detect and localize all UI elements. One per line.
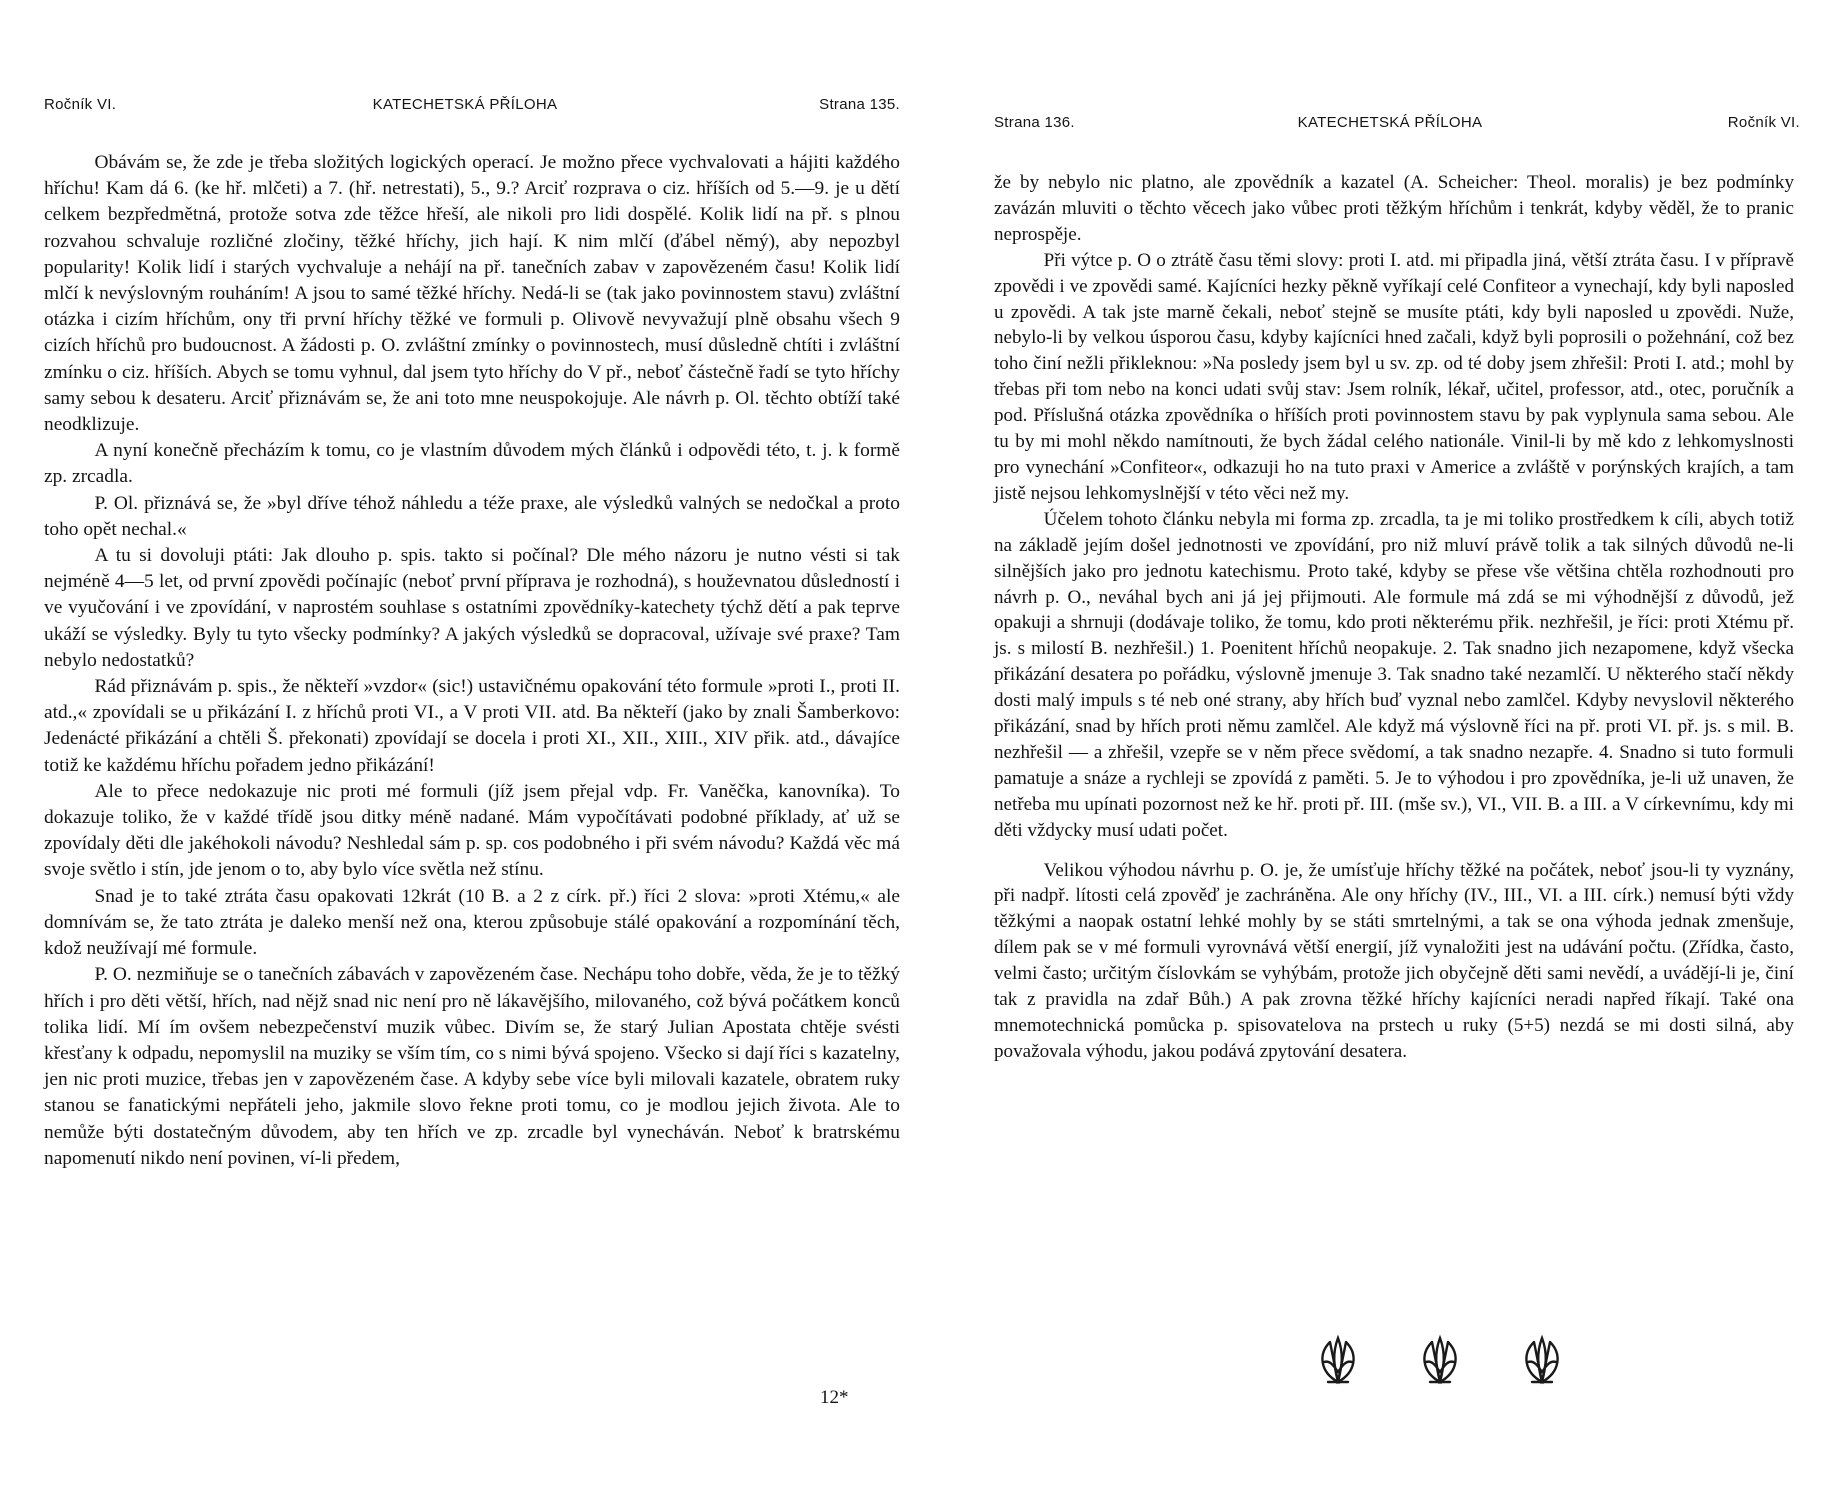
left-page-body bbox=[44, 150, 900, 1172]
section-title: KATECHETSKÁ PŘÍLOHA bbox=[372, 96, 558, 113]
fleuron-ornament-icon bbox=[1514, 1332, 1570, 1388]
volume-label: Ročník VI. bbox=[1727, 114, 1800, 131]
paragraph: Snad je to také ztráta času opakovati 12krát (10 B. a 2 z círk. př.) říci 2 slova: »proti Xtému,« ale domnívám se, že tato ztráta je daleko menší než ona, kterou způsobuje stálé opakování a rozpomínání těch, kdož neužívají mé formule. bbox=[44, 885, 900, 960]
fleuron-ornament-icon bbox=[1310, 1332, 1366, 1388]
paragraph: Ale to přece nedokazuje nic proti mé formuli (jíž jsem přejal vdp. Fr. Vaněčka, kanovníka). To dokazuje toliko, že v každé třídě jsou ditky méně nadané. Mám vypočítávati podobné příklady, ať už se zpovídaly děti dle jakéhokoli návodu? Neshledal sám p. sp. cos podobného i při svém návodu? Každá věc má svoje světlo i stín, jde jenom o to, aby bylo více světla než stínu. bbox=[44, 780, 900, 881]
fleuron-ornament-icon bbox=[1412, 1332, 1468, 1388]
signature-mark: 12* bbox=[820, 1387, 849, 1408]
page-number: Strana 135. bbox=[819, 96, 900, 113]
left-page bbox=[30, 0, 900, 1500]
paragraph: Obávám se, že zde je třeba složitých logických operací. Je možno přece vychvalovati a hájiti každého hříchu! Kam dá 6. (ke hř. mlčeti) a 7. (hř. netrestati), 5., 9.? Arciť rozprava o ciz. hříších od 5.—9. je u dětí celkem bezpředmětná, protože sotva zde těžce hřeší, ale nikoli pro lidi dospělé. Kolik lidí na př. s plnou rozvahou schvaluje rozličné zločiny, těžké hříchy, jich hají. K nim mlčí (ďábel němý), aby nepozbyl popularity! Kolik lidí i starých vychvaluje a nehájí na př. tanečních zabav v zapovězeném času! Kolik lidí mlčí k nevýslovným rouháním! A jsou to samé těžké hříchy. Nedá-li se (tak jako povinnostem stavu) zvláštní otázka i cizím hříchům, ony tři první hříchy těžké ve formuli p. Olivově nevyvažují plně obsahu všech 9 cizích hříchů pro budoucnost. A žádosti p. O. zvláštní zmínky o povinnostech, musí důsledně chtíti i zvláštní zmínku o ciz. hříších. Abych se tomu vyhnul, dal jsem tyto hříchy do V př., neboť částečně řadí se tyto hříchy samy sebou k desateru. Arciť přiznávám se, že ani toto mne neuspokojuje. Ale návrh p. Ol. těchto obtíží také neodklizuje. bbox=[44, 152, 900, 436]
paragraph: Při výtce p. O o ztrátě času těmi slovy: proti I. atd. mi připadla jiná, větší ztráta času. I v přípravě zpovědi i ve zpovědi samé. Kajícníci hezky pěkně vyříkají celé Confiteor a vynechají, kdy byli naposled u zpovědi. A tak jste marně čekali, neboť stejně se musíte ptáti, kdy byli naposled u zpovědi. Nuže, nebylo-li by velkou úsporou času, kdyby kajícníci hned začali, když byli poprosili o požehnání, což bez toho činí nežli přikleknou: »Na posledy jsem byl u sv. zp. od té doby jsem zhřešil: Proti I. atd.; mohl by třebas při tom nebo na konci udati svůj stav: Jsem rolník, lékař, učitel, professor, atd., otec, poručník a pod. Příslušná otázka zpovědníka o hříších proti povinnostem stavu by pak vyplynula sama sebou. Ale tu by mi mohl někdo namítnouti, že bych žádal celého nationále. Vinil-li by mě kdo z lehkomyslnosti pro vynechání »Confiteor«, odkazuji ho na tuto praxi v Americe a zvláště v porýnských krajích, a tam jistě nejsou lehkomyslnější v této věci než my. bbox=[994, 249, 1794, 504]
volume-label: Ročník VI. bbox=[44, 96, 117, 113]
paragraph: Velikou výhodou návrhu p. O. je, že umísťuje hříchy těžké na počátek, neboť jsou-li ty vyznány, při nadpř. lítosti celá zpověď je zachráněna. Ale ony hříchy (IV., III., VI. a III. círk.) nemusí býti vždy těžkými a naopak ostatní lehké mohly by se státi smrtelnými, a tak se ona výhoda jednak zmenšuje, dílem pak se v mé formuli vyrovnává větší energií, jíž vynaložiti jest na udávání počtu. (Zřídka, často, velmi často; určitým číslovkám se vyhýbám, protože jich obyčejně děti sami nevědí, a uvádějí-li je, činí tak z pravidla na zdař Bůh.) A pak zrovna těžké hříchy kajícníci neradi napřed říkají. Také ona mnemotechnická pomůcka p. spisovatelova na prstech u ruky (5+5) nezdá se mi dosti silná, aby považovala výhodu, jakou podává zpytování desatera. bbox=[994, 859, 1794, 1062]
left-page-header bbox=[30, 96, 900, 120]
paragraph: že by nebylo nic platno, ale zpovědník a kazatel (A. Scheicher: Theol. moralis) je bez podmínky zavázán mluviti o těchto věcech jako vůbec proti těžkým hříchům i tenkrát, kdyby věděl, že to pranic neprospěje. bbox=[994, 172, 1794, 245]
page-number: Strana 136. bbox=[994, 114, 1075, 131]
paragraph: P. O. nezmiňuje se o tanečních zábavách v zapovězeném čase. Nechápu toho dobře, věda, že je to těžký hřích i pro děti větší, hřích, nad nějž snad nic není pro ně lákavějšího, milovaného, což bývá počátkem konců tolika lidí. Mí ím ovšem nebezpečenství muzik vůbec. Divím se, že starý Julian Apostata chtěje svésti křesťany k odpadu, nepomyslil na muziky se vším tím, co s nimi bývá spojeno. Všecko si dají říci s kazatelny, jen nic proti muzice, třebas jen v zapovězeném čase. A kdyby sebe více byli milovali kazatele, obratem ruky stanou se fanatickými nepřáteli jeho, jakmile slovo řekne proti tomu, co je modlou jejich života. Ale to nemůže býti dostatečným důvodem, aby ten hřích ve zp. zrcadle byl vynecháván. Neboť k bratrskému napomenutí nikdo není povinen, ví-li předem, bbox=[44, 964, 900, 1169]
right-page-body bbox=[994, 170, 1794, 1065]
end-ornaments bbox=[1310, 1330, 1570, 1390]
paragraph: P. Ol. přiznává se, že »byl dříve téhož náhledu a téže praxe, ale výsledků valných se nedočkal a proto toho opět nechal.« bbox=[44, 492, 900, 540]
right-page-header bbox=[980, 114, 1800, 138]
paragraph: A tu si dovoluji ptáti: Jak dlouho p. spis. takto si počínal? Dle mého názoru je nutno vésti si tak nejméně 4—5 let, od první zpovědi počínajíc (neboť první příprava je rozhodná), s houževnatou důsledností i ve vyučování i ve zpovídání, v naprostém souhlase s ostatními zpovědníky-katechety týchž dětí a pak teprve ukáží se výsledky. Byly tu tyto všecky podmínky? A jakých výsledků se dopracoval, užívaje své praxe? Tam nebylo nedostatků? bbox=[44, 545, 900, 671]
paragraph: A nyní konečně přecházím k tomu, co je vlastním důvodem mých článků i odpovědi této, t. j. k formě zp. zrcadla. bbox=[44, 440, 900, 488]
paragraph: Účelem tohoto článku nebyla mi forma zp. zrcadla, ta je mi toliko prostředkem k cíli, abych totiž na základě jejím došel jednotnosti ve zpovídání, pro niž mluví právě tolik a tak silných důvodů ne-li silnějších jako pro jednotu katechismu. Proto také, kdyby se přese vše většina chtěla rozhodnouti pro návrh p. O., neváhal bych ani já jej přijmouti. Ale formule má zdá se mi výhodnější z důvodů, jež opakuji a shrnuji (dodávaje toliko, že tomu, kdo proti některému přik. nezhřešil, je říci: proti Xtému př. js. s milostí B. nezhřešil.) 1. Poenitent hříchů neopakuje. 2. Tak snadno jich nezapomene, když všecka přikázání desatera po pořádku, výslovně jmenuje 3. Tak snadno také nezamlčí. U některého stačí někdy dosti malý impuls s té neb oné strany, aby hřích buď vyznal nebo zamlčel. Kdyby nevyslovil některého přikázání, snad by hřích proti němu zamlčel. Ale když má výslovně říci na př. proti VI. př. js. s mil. B. nezhřešil — a zhřešil, vzepře se v něm přece svědomí, a tak snadno nezapře. 4. Snadno si tuto formuli pamatuje a snáze a rychleji se zpovídá z paměti. 5. Je to výhodou i pro zpovědníka, je-li už unaven, že netřeba mu upínati pozornost než ke hř. proti př. III. (mše sv.), VI., VII. B. a III. a V církevnímu, kdy mi děti vždycky musí udati počet. bbox=[994, 508, 1794, 841]
section-title: KATECHETSKÁ PŘÍLOHA bbox=[1297, 114, 1483, 131]
right-page bbox=[980, 0, 1800, 1500]
paragraph: Rád přiznávám p. spis., že někteří »vzdor« (sic!) ustavičnému opakování této formule »proti I., proti II. atd.,« zpovídali se u přikázání I. z hříchů proti VI., a V proti VII. atd. Ba někteří (jako by znali Šamberkovo: Jedenácté přikázání a chtěli Š. překonati) zpovídají se docela i proti XI., XII., XIII., XIV přik. atd., dávajíce totiž ke každému hříchu pořadem jedno přikázání! bbox=[44, 676, 900, 776]
